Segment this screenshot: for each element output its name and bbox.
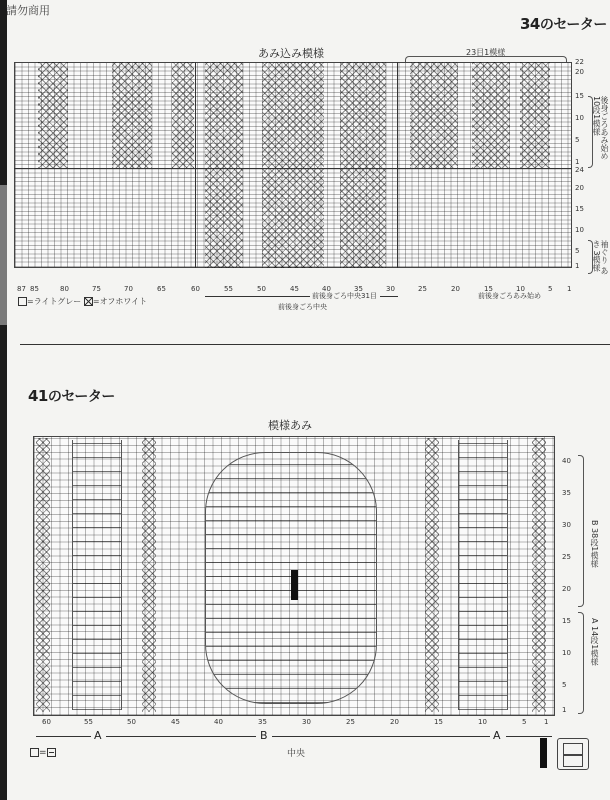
sweater41-center-bar-mark	[291, 570, 298, 600]
sweater34-motif-band-8	[472, 62, 510, 168]
sweater41-side-bracket-a	[578, 612, 584, 714]
sweater41-title-number: 41	[28, 387, 48, 405]
sweater34-row-tick: 1	[575, 262, 580, 270]
legend-empty-square-icon	[30, 748, 39, 757]
sweater34-col-tick: 5	[548, 285, 553, 293]
sweater41-col-tick: 10	[478, 718, 487, 726]
sweater34-row-tick: 1	[575, 158, 580, 166]
sweater34-row-tick: 10	[575, 226, 584, 234]
sweater34-col-tick: 15	[484, 285, 493, 293]
key-cable-cell-bottom	[563, 755, 583, 767]
legend-equals-text: =	[39, 748, 47, 758]
sweater34-col-tick: 1	[567, 285, 572, 293]
sweater34-row-tick: 24	[575, 166, 584, 174]
sweater41-col-tick: 60	[42, 718, 51, 726]
sweater34-col-tick: 75	[92, 285, 101, 293]
sweater34-col-tick: 50	[257, 285, 266, 293]
sweater41-col-tick: 30	[302, 718, 311, 726]
sweater34-divider-left	[195, 62, 196, 268]
sweater41-title	[28, 386, 115, 406]
sweater34-motif-band-5	[262, 62, 324, 268]
sweater34-center-stitch-label: 前後身ごろ中央31目	[312, 292, 377, 300]
sweater34-center-arrow-left	[205, 296, 310, 297]
sweater41-cable-column-3	[142, 438, 156, 712]
sweater34-motif-band-6	[340, 62, 386, 268]
sweater41-row-tick: 20	[562, 585, 571, 593]
sweater34-motif-band-1	[38, 62, 68, 168]
sweater34-row-tick: 20	[575, 184, 584, 192]
sweater34-col-tick: 20	[451, 285, 460, 293]
sweater34-center-label: 前後身ごろ中央	[278, 303, 327, 311]
sweater41-row-tick: 25	[562, 553, 571, 561]
sweater41-chart-title: 模様あみ	[268, 419, 312, 432]
sweater34-chart-title: あみ込み模様	[258, 47, 324, 60]
sweater34-row-tick: 5	[575, 136, 580, 144]
sweater34-row-tick: 15	[575, 205, 584, 213]
sweater34-col-tick: 10	[516, 285, 525, 293]
sweater34-side-bracket-top	[588, 96, 593, 168]
sweater34-repeat-label: 23目1模様	[466, 48, 506, 57]
sweater41-col-tick: 5	[522, 718, 527, 726]
sweater34-side-note-bottom: 袖ぐり あき 3模様	[592, 240, 609, 275]
sweater34-col-tick: 65	[157, 285, 166, 293]
sweater34-col-tick: 55	[224, 285, 233, 293]
sweater34-divider-right	[397, 62, 398, 268]
sweater41-row-tick: 15	[562, 617, 571, 625]
sweater34-side-bracket-bottom	[588, 240, 593, 274]
sweater34-row-tick: 15	[575, 92, 584, 100]
sweater41-row-tick: 40	[562, 457, 571, 465]
section-divider-line	[20, 344, 610, 345]
sweater41-row-tick: 1	[562, 706, 567, 714]
sweater34-col-tick: 35	[354, 285, 363, 293]
legend-dash-square-icon	[47, 748, 56, 757]
key-cable-cell-top	[563, 743, 583, 755]
sweater41-col-tick: 55	[84, 718, 93, 726]
sweater34-side-note-top: 後身ごろあみ始め 10段1模様	[592, 96, 609, 160]
sweater41-row-tick: 35	[562, 489, 571, 497]
sweater41-section-a-left-arrow-2	[106, 736, 256, 737]
sweater41-key-bar-mark	[540, 738, 547, 768]
sweater34-row-tick: 5	[575, 247, 580, 255]
sweater34-col-tick: 30	[386, 285, 395, 293]
sweater41-col-tick: 20	[390, 718, 399, 726]
sweater34-col-tick: 25	[418, 285, 427, 293]
sweater34-front-start-label: 前後身ごろあみ始め	[478, 292, 541, 300]
sweater34-motif-band-9	[520, 62, 550, 168]
sweater41-side-label-b: B 38段1模様	[590, 520, 599, 568]
sweater34-col-tick: 40	[322, 285, 331, 293]
sweater34-motif-band-4	[205, 62, 243, 268]
sweater41-col-tick: 45	[171, 718, 180, 726]
sweater34-col-tick: 60	[191, 285, 200, 293]
binding-spine-highlight	[0, 185, 7, 325]
sweater41-key-cable-diagram	[557, 738, 589, 770]
sweater41-section-a-left: A	[94, 729, 102, 742]
sweater34-title	[520, 14, 607, 34]
sweater34-col-tick: 70	[124, 285, 133, 293]
sweater41-cable-column-5	[458, 440, 508, 710]
sweater41-side-bracket-b	[578, 455, 584, 607]
sweater34-title-text: のセーター	[539, 17, 607, 33]
sweater34-row-tick: 20	[575, 68, 584, 76]
legend-off-white-text: =オフホワイト	[92, 297, 148, 306]
sweater34-center-arrow-right	[380, 296, 398, 297]
sweater41-section-a-left-arrow-1	[36, 736, 91, 737]
sweater34-motif-band-7	[410, 62, 458, 168]
sweater34-motif-band-2	[112, 62, 152, 168]
sweater34-title-number: 34	[520, 15, 540, 33]
sweater41-section-a-right-arrow	[506, 736, 552, 737]
sweater41-col-tick: 25	[346, 718, 355, 726]
sweater34-motif-band-3	[172, 62, 194, 168]
sweater41-title-text: のセーター	[47, 389, 115, 405]
sweater41-col-tick: 15	[434, 718, 443, 726]
legend-cross-square-icon	[84, 297, 93, 306]
sweater41-cable-column-1	[36, 438, 50, 712]
sweater41-col-tick: 35	[258, 718, 267, 726]
sweater34-col-tick: 87	[17, 285, 26, 293]
legend-empty-square-icon	[18, 297, 27, 306]
legend-light-grey-text: =ライトグレー	[27, 297, 82, 306]
sweater41-col-tick: 50	[127, 718, 136, 726]
sweater34-row-tick: 22	[575, 58, 584, 66]
sweater34-section-divider	[14, 168, 572, 169]
sweater41-row-tick: 5	[562, 681, 567, 689]
sweater41-row-tick: 10	[562, 649, 571, 657]
sweater41-cable-column-6	[532, 438, 546, 712]
binding-spine	[0, 0, 7, 800]
sweater41-side-label-a: A 14段1模様	[590, 618, 599, 666]
sweater34-legend	[18, 296, 147, 307]
sweater34-col-tick: 80	[60, 285, 69, 293]
corner-watermark-text: 請勿商用	[6, 4, 50, 17]
sweater34-row-tick: 10	[575, 114, 584, 122]
sweater41-section-b: B	[260, 729, 268, 742]
sweater41-legend	[30, 748, 56, 758]
sweater41-section-b-arrow	[272, 736, 490, 737]
sweater41-col-tick: 40	[214, 718, 223, 726]
sweater41-row-tick: 30	[562, 521, 571, 529]
sweater41-col-tick: 1	[544, 718, 549, 726]
sweater41-section-a-right: A	[493, 729, 501, 742]
sweater41-cable-column-2	[72, 440, 122, 710]
sweater41-cable-column-4	[425, 438, 439, 712]
sweater34-col-tick: 85	[30, 285, 39, 293]
sweater41-center-label: 中央	[287, 749, 306, 759]
sweater34-col-tick: 45	[290, 285, 299, 293]
